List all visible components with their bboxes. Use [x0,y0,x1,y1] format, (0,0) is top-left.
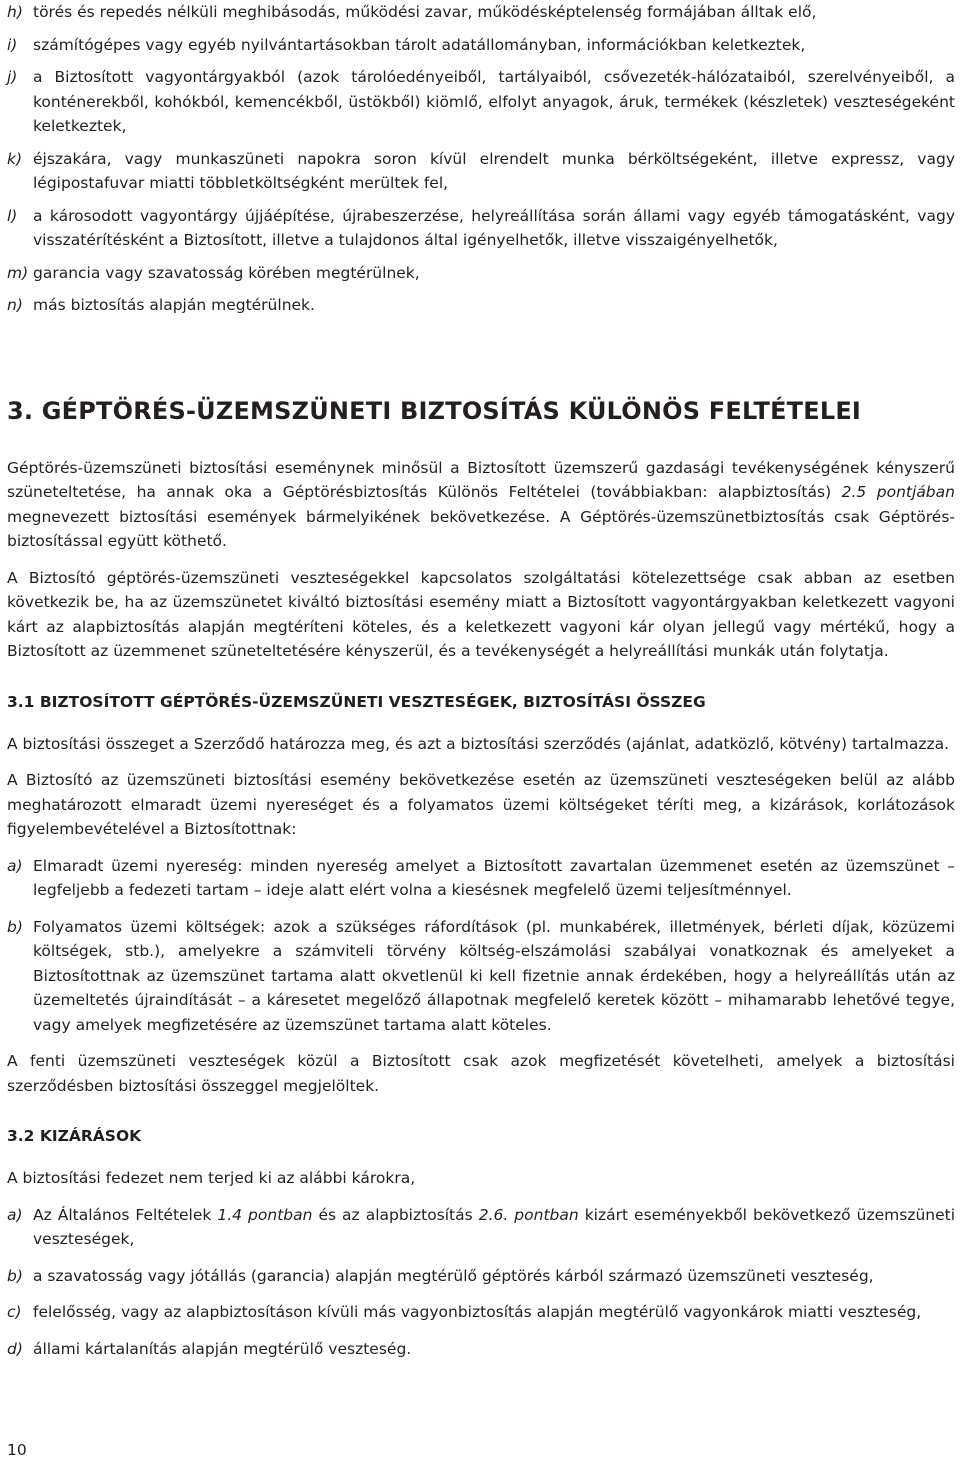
list-label: c) [7,1303,22,1321]
list-label: l) [7,206,18,225]
exclusion-list-continued [7,0,955,318]
section-3-2-title: 3.2 KIZÁRÁSOK [7,1127,142,1145]
section-3-2-paragraph-1: A biztosítási fedezet nem terjed ki az alábbi károkra, [7,1169,416,1187]
list-text: állami kártalanítás alapján megtérülő veszteség. [33,1339,412,1358]
list-text: a károsodott vagyontárgy újjáépítése, újrabeszerzése, helyreállítása során állami vagy egyéb támogatásként, vagy visszatérítésként a Biztosított, illetve a tulajdonos által igényelhetők, illetve visszaigényelhetők, [33,206,955,249]
list-text: Az Általános Feltételek [33,1205,218,1224]
section-3-1-paragraph-1: A biztosítási összeget a Szerződő határozza meg, és azt a biztosítási szerződés (ajánlat, adatközlő, kötvény) tartalmazza. [7,734,950,753]
list-item-h [7,0,955,25]
page-number: 10 [7,1441,27,1459]
list-text: kizárt eseményekből bekövetkező üzemszüneti veszteségek, [33,1205,956,1248]
list-text: törés és repedés nélküli meghibásodás, működési zavar, működésképtelenség formájában álltak elő, [33,3,817,21]
list-text: garancia vagy szavatosság körében megtérülnek, [33,263,420,282]
list-text: felelősség, vagy az alapbiztosításon kívüli más vagyonbiztosítás alapján megtérülő vagyonkárok miatti veszteség, [33,1303,922,1321]
list-label: j) [7,68,18,86]
exclusion-item-b [7,1264,955,1289]
paragraph-text: megnevezett biztosítási események bármelyikének bekövetkezése. A Géptörés-üzemszünetbiztosítás csak Géptörés-biztosítással együtt köthető. [7,507,955,550]
section-3-paragraph-2: A Biztosító géptörés-üzemszüneti veszteségekkel kapcsolatos szolgáltatási kötelezettsége csak abban az esetben következik be, ha az üzemszünetet kiváltó biztosítási esemény miatt a Biztosított vagyontárgyakban keletkezett vagyoni kárt az alapbiztosítás alapján megtéríteni köteles, és a keletkezett vagyoni kár olyan jellegű vagy mértékű, hogy a Biztosított az üzemmenet szüneteltetésére kényszerül, és a tevékenységét a helyreállítási munkák után folytatja. [7,568,955,660]
section-3-1-title: 3.1 BIZTOSÍTOTT GÉPTÖRÉS-ÜZEMSZÜNETI VESZTESÉGEK, BIZTOSÍTÁSI ÖSSZEG [7,692,706,711]
list-text: Folyamatos üzemi költségek: azok a szükséges ráfordítások (pl. munkabérek, illetmények, bérleti díjak, közüzemi költségek, stb.), amelyekre a számviteli törvény költség-elszámolási szabályai vonatkoznak és amelyeket a Biztosítottnak az üzemszünet tartama alatt okvetlenül ki kell fizetnie annak érdekében, hogy a helyreállítás után az üzemeltetés újraindítását – a káresetet megelőző állapotnak megfelelő keretek között – mihamarabb lehetővé tegye, vagy amelyek megfizetésére az üzemszünet tartama alatt köteles. [33,917,955,1034]
section-3-1-paragraph-2: A Biztosító az üzemszüneti biztosítási esemény bekövetkezése esetén az üzemszüneti veszteségeken belül az alább meghatározott elmaradt üzemi nyereséget és a folyamatos üzemi költségeket téríti meg, a kizárások, korlátozások figyelembevételével a Biztosítottnak: [7,771,955,838]
paragraph-text: Géptörés-üzemszüneti biztosítási eseménynek minősül a Biztosított üzemszerű gazdasági tevékenységének kényszerű szüneteltetése, ha annak oka a Géptörésbiztosítás Különös Feltételei (továbbiakban: alapbiztosítás) [7,458,955,501]
list-item-k [7,147,955,196]
list-text: a Biztosított vagyontárgyakból (azok tárolóedényeiből, tartályaiból, csővezeték-hálózataiból, szerelvényeiből, a konténerekből, kohókból, kemencékből, üstökből) kiömlő, elfolyt anyagok, áruk, termékek (készletek) veszteségeként keletkeztek, [33,68,955,135]
list-text: és az alapbiztosítás [312,1205,479,1224]
list-item-i [7,33,955,58]
list-text: számítógépes vagy egyéb nyilvántartásokban tárolt adatállományban, információkban keletkeztek, [33,35,806,54]
list-item-m [7,261,955,286]
list-label: a) [7,856,23,875]
exclusion-item-a [7,1203,955,1252]
list-label: i) [7,35,18,54]
document-page [7,0,955,1361]
list-label: m) [7,263,29,282]
section-3-paragraph-1 [7,456,955,554]
list-label: b) [7,1266,23,1285]
list-label: d) [7,1339,23,1358]
reference-text: 2.5 pontjában [841,483,955,501]
list-text: más biztosítás alapján megtérülnek. [33,296,315,314]
list-label: h) [7,3,23,21]
exclusion-item-d [7,1337,955,1362]
list-item-a [7,854,955,903]
reference-text: 1.4 pontban [217,1205,313,1224]
list-item-n [7,293,955,318]
list-label: k) [7,149,23,168]
list-label: a) [7,1205,23,1224]
list-text: éjszakára, vagy munkaszüneti napokra soron kívül elrendelt munka bérköltségeként, illetve expressz, vagy légipostafuvar miatti többletköltségként merültek fel, [33,149,955,192]
section-3-1-paragraph-3: A fenti üzemszüneti veszteségek közül a Biztosított csak azok megfizetését követelheti, amelyek a biztosítási szerződésben biztosítási összeggel megjelöltek. [7,1052,955,1095]
list-item-j [7,65,955,139]
exclusion-item-c [7,1300,955,1325]
list-text: a szavatosság vagy jótállás (garancia) alapján megtérülő géptörés kárból származó üzemszüneti veszteség, [33,1266,874,1285]
list-item-l [7,204,955,253]
list-item-b [7,915,955,1038]
section-3-title: 3. GÉPTÖRÉS-ÜZEMSZÜNETI BIZTOSÍTÁS KÜLÖNÖS FELTÉTELEI [7,396,862,425]
list-label: n) [7,296,23,314]
list-label: b) [7,917,23,936]
reference-text: 2.6. pontban [478,1205,579,1224]
list-text: Elmaradt üzemi nyereség: minden nyereség amelyet a Biztosított zavartalan üzemmenet esetén az üzemszünet – legfeljebb a fedezeti tartam – ideje alatt elért volna a kiesésnek megfelelő üzemi teljesítménnyel. [33,856,955,899]
